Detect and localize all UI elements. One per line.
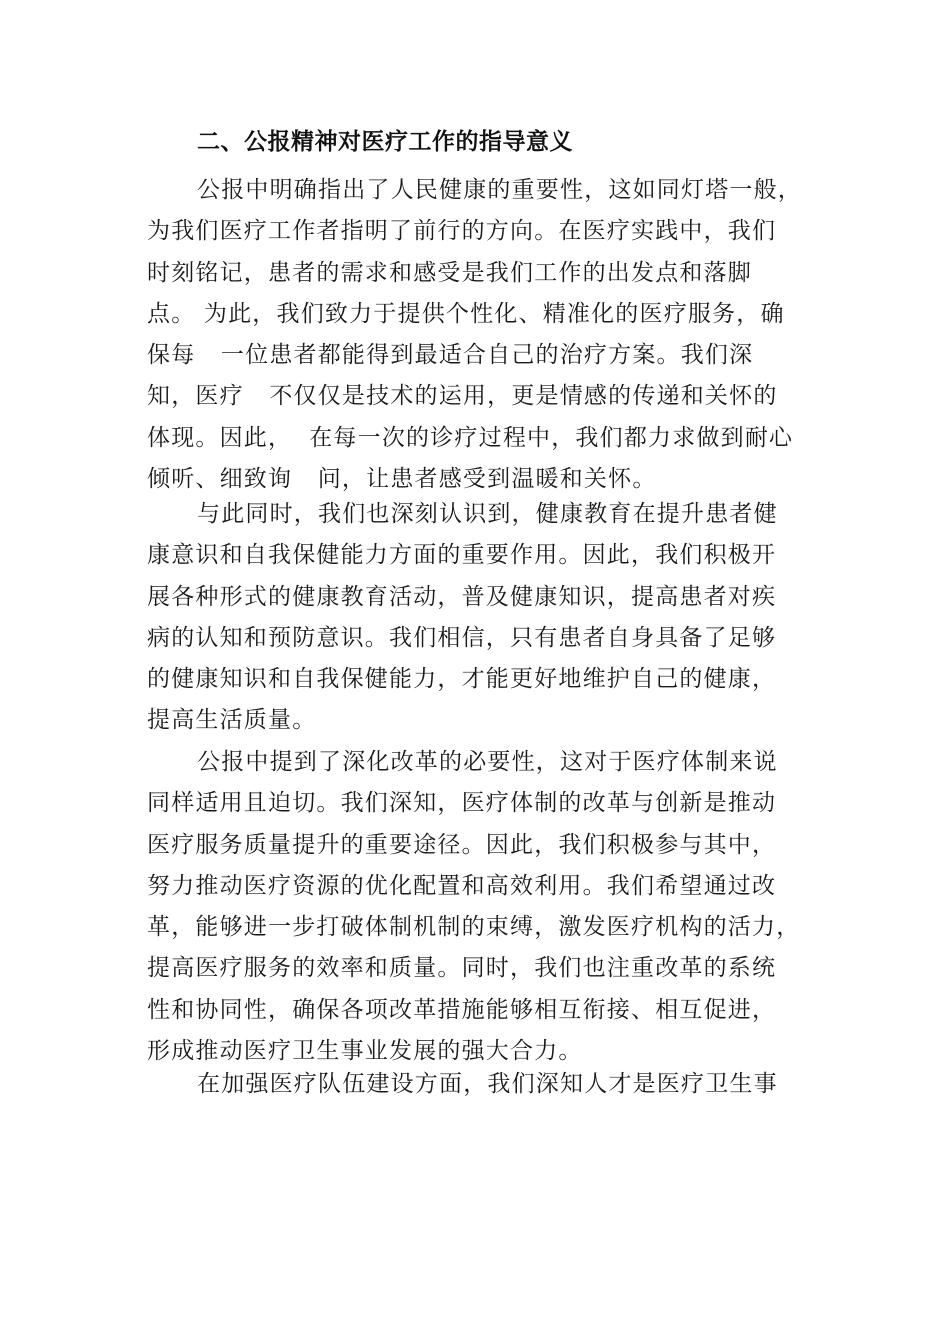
paragraph-health-education bbox=[147, 494, 827, 742]
paragraph-line: 医疗服务质量提升的重要途径。因此，我们积极参与其中， bbox=[147, 831, 777, 858]
paragraph-line: 性和协同性，确保各项改革措施能够相互衔接、相互促进， bbox=[147, 996, 777, 1023]
paragraph-line: 点。 为此，我们致力于提供个性化、精准化的医疗服务，确 bbox=[147, 300, 785, 327]
paragraph-line: 知，医疗 不仅仅是技术的运用，更是情感的传递和关怀的 bbox=[147, 383, 778, 410]
paragraph-line: 革，能够进一步打破体制机制的束缚，激发医疗机构的活力， bbox=[147, 914, 801, 941]
paragraph-line: 倾听、细致询 问，让患者感受到温暖和关怀。 bbox=[147, 466, 657, 493]
paragraph-line: 康意识和自我保健能力方面的重要作用。因此，我们积极开 bbox=[147, 542, 777, 569]
paragraph-line: 时刻铭记，患者的需求和感受是我们工作的出发点和落脚 bbox=[147, 259, 752, 286]
paragraph-line: 体现。因此， 在每一次的诊疗过程中，我们都力求做到耐心 bbox=[147, 424, 794, 451]
paragraph-line: 在加强医疗队伍建设方面，我们深知人才是医疗卫生事 bbox=[197, 1071, 778, 1097]
paragraph-reform bbox=[147, 742, 827, 1072]
paragraph-line: 同样适用且迫切。我们深知，医疗体制的改革与创新是推动 bbox=[147, 790, 777, 817]
paragraph-line: 展各种形式的健康教育活动，普及健康知识，提高患者对疾 bbox=[147, 583, 777, 610]
paragraph-line: 公报中明确指出了人民健康的重要性，这如同灯塔一般， bbox=[197, 177, 802, 203]
paragraph-team-building bbox=[147, 1064, 827, 1105]
paragraph-line: 的健康知识和自我保健能力，才能更好地维护自己的健康， bbox=[147, 666, 777, 693]
section-heading: 二、公报精神对医疗工作的指导意义 bbox=[197, 129, 573, 155]
paragraph-line: 努力推动医疗资源的优化配置和高效利用。我们希望通过改 bbox=[147, 872, 777, 899]
paragraph-line: 病的认知和预防意识。我们相信，只有患者自身具备了足够 bbox=[147, 624, 777, 651]
paragraph-line: 提高生活质量。 bbox=[147, 707, 317, 734]
paragraph-line: 公报中提到了深化改革的必要性，这对于医疗体制来说 bbox=[197, 749, 778, 775]
paragraph-line: 为我们医疗工作者指明了前行的方向。在医疗实践中，我们 bbox=[147, 218, 777, 245]
paragraph-line: 提高医疗服务的效率和质量。同时，我们也注重改革的系统 bbox=[147, 955, 777, 982]
paragraph-line: 与此同时，我们也深刻认识到，健康教育在提升患者健 bbox=[197, 501, 778, 527]
paragraph-line: 保每 一位患者都能得到最适合自己的治疗方案。我们深 bbox=[147, 342, 754, 369]
paragraph-health-guidance bbox=[147, 170, 827, 500]
paragraph-line: 形成推动医疗卫生事业发展的强大合力。 bbox=[147, 1038, 583, 1065]
